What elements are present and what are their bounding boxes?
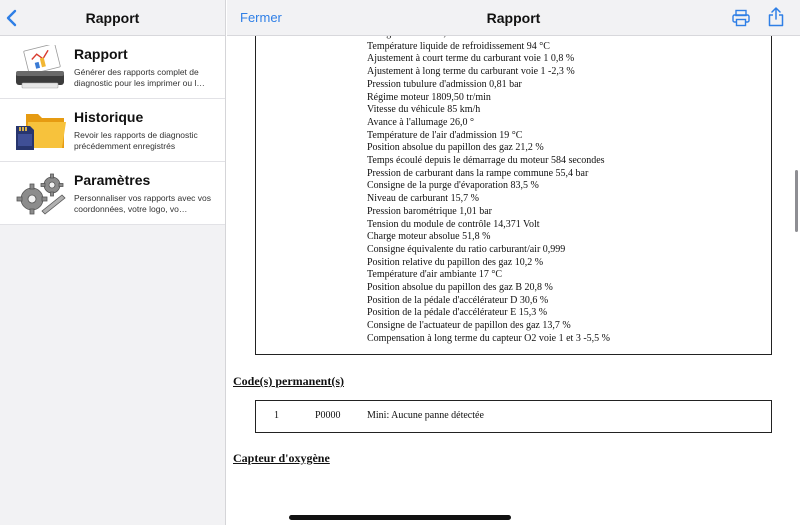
printer-report-icon: [12, 45, 68, 91]
parameter-line: Pression tubulure d'admission 0,81 bar: [367, 78, 522, 90]
scrollbar[interactable]: [795, 170, 798, 232]
sidebar-header: [0, 0, 225, 36]
parameter-line: Consigne équivalente du ratio carburant/air 0,999: [367, 243, 566, 255]
oxygen-sensor-title: Capteur d'oxygène: [233, 451, 330, 465]
parameter-line: Ajustement à court terme du carburant voie 1 0,8 %: [367, 53, 575, 65]
folder-sdcard-icon: [12, 108, 68, 154]
close-button[interactable]: Fermer: [240, 10, 282, 25]
dtc-index: 1: [274, 410, 279, 421]
parameter-line: Température d'air ambiante 17 °C: [367, 269, 503, 281]
sidebar-item-parametres[interactable]: [0, 162, 225, 225]
permanent-codes-title: Code(s) permanent(s): [233, 374, 344, 388]
parameter-line: Température de l'air d'admission 19 °C: [367, 129, 523, 141]
printer-icon[interactable]: [732, 9, 750, 27]
parameter-line: Tension du module de contrôle 14,371 Volt: [367, 218, 540, 230]
parameter-line: Position de la pédale d'accélérateur E 15,3 %: [367, 307, 548, 319]
page-title: Rapport: [486, 10, 541, 26]
live-parameters-box: [255, 28, 772, 355]
parameter-line: Ajustement à long terme du carburant voie 1 -2,3 %: [367, 66, 575, 78]
sidebar: [0, 0, 226, 525]
report-header: [227, 0, 800, 36]
parameter-line: Charge moteur absolue 51,8 %: [367, 231, 491, 243]
sidebar-item-description: Générer des rapports complet de diagnostic pour les imprimer ou l…: [74, 67, 205, 88]
sidebar-item-title: Historique: [74, 109, 144, 125]
parameter-line: Position relative du papillon des gaz 10,2 %: [367, 256, 544, 268]
parameter-line: Consigne de la purge d'évaporation 83,5 %: [367, 180, 539, 192]
home-indicator[interactable]: [289, 515, 511, 520]
parameter-line: Position de la pédale d'accélérateur D 30,6 %: [367, 294, 549, 306]
sidebar-item-historique[interactable]: [0, 99, 225, 162]
report-pane: [227, 0, 800, 525]
parameter-line: Vitesse du véhicule 85 km/h: [367, 104, 481, 116]
sidebar-item-description: Personnaliser vos rapports avec vos coordonnées, votre logo, vo…: [74, 193, 212, 214]
sidebar-item-description: Revoir les rapports de diagnostic précédemment enregistrés: [74, 130, 198, 151]
sidebar-item-title: Rapport: [74, 46, 128, 62]
sidebar-item-rapport[interactable]: [0, 36, 225, 99]
report-document: [227, 36, 800, 525]
sidebar-menu: [0, 36, 225, 225]
parameter-line: Niveau de carburant 15,7 %: [367, 193, 479, 205]
sidebar-title: Rapport: [85, 10, 140, 26]
dtc-code: P0000: [315, 410, 341, 421]
dtc-table: [255, 400, 772, 433]
parameter-line: Pression de carburant dans la rampe commune 55,4 bar: [367, 167, 589, 179]
sidebar-item-title: Paramètres: [74, 172, 151, 188]
dtc-description: Mini: Aucune panne détectée: [367, 410, 484, 421]
parameter-line: Temps écoulé depuis le démarrage du moteur 584 secondes: [367, 155, 605, 166]
parameter-line: Pression barométrique 1,01 bar: [367, 205, 492, 217]
parameter-line: Température liquide de refroidissement 94 °C: [367, 40, 550, 52]
parameter-line: Compensation à long terme du capteur O2 voie 1 et 3 -5,5 %: [367, 332, 610, 344]
share-icon[interactable]: [768, 7, 784, 27]
parameter-line: Consigne de l'actuateur de papillon des gaz 13,7 %: [367, 320, 571, 332]
parameter-line: Avance à l'allumage 26,0 °: [367, 116, 474, 128]
parameter-line: Régime moteur 1809,50 tr/min: [367, 91, 491, 103]
parameter-line: Position absolue du papillon des gaz 21,2 %: [367, 142, 544, 154]
gears-icon: [12, 171, 68, 217]
parameter-line: Position absolue du papillon des gaz B 20,8 %: [367, 282, 553, 293]
